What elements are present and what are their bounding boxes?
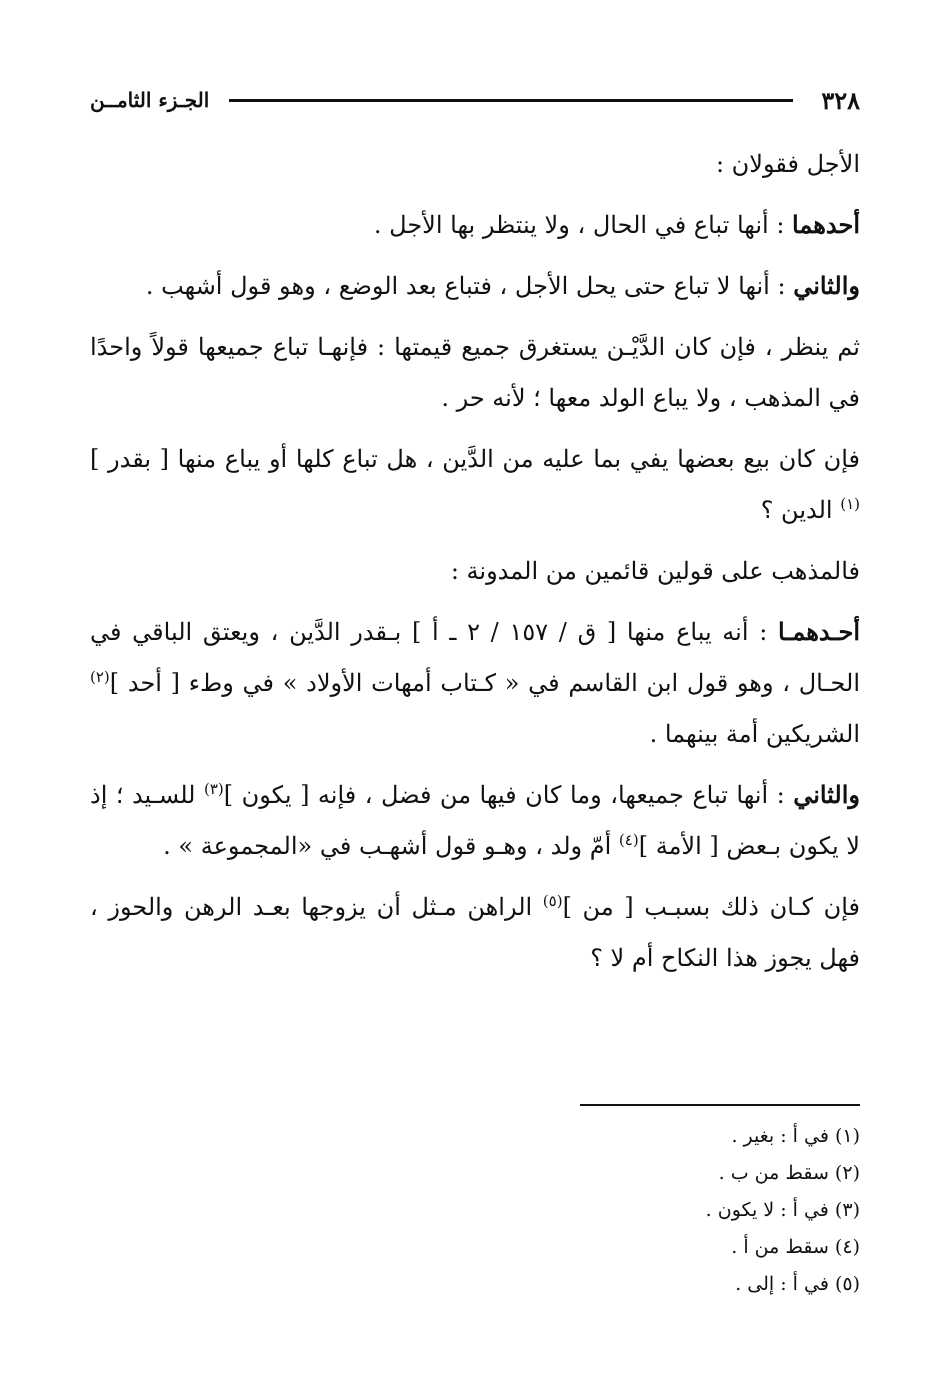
paragraph-lead: والثاني <box>793 271 860 300</box>
footnote-ref[interactable]: (٣) <box>204 780 224 798</box>
footnote-ref[interactable]: (١) <box>840 495 860 513</box>
page-number: ٣٢٨ <box>821 85 860 115</box>
paragraph <box>90 199 860 251</box>
paragraph-text: فإن كـان ذلك بسبـب [ من ] <box>562 893 861 921</box>
paragraph-text-continued: أمّ ولد ، وهـو قول أشهـب في «المجموعة » . <box>163 832 619 860</box>
paragraph-text-continued: الدين ؟ <box>760 496 841 524</box>
paragraph-lead: أحدهما <box>792 210 860 239</box>
paragraph-lead: أحـدهمـا <box>777 617 860 646</box>
footnote-item: (١) في أ : بغير . <box>731 1125 860 1147</box>
footnote-ref[interactable]: (٥) <box>542 892 563 910</box>
paragraph-text: الأجل فقولان : <box>715 150 860 178</box>
footnote-ref[interactable]: (٤) <box>618 831 639 849</box>
paragraph <box>90 606 860 760</box>
paragraph-text: فالمذهب على قولين قائمين من المدونة : <box>450 557 860 585</box>
paragraph-text: : أنه يباع منها [ ق / ١٥٧ / ٢ ـ أ ] بـقدر الدَّين ، ويعتق الباقي في الحـال ، وهو قول ابن القاسم في « كـتاب أمهات الأولاد » في وطء [ أحد ] <box>90 618 860 697</box>
paragraph-text: فإن كان بيع بعضها يفي بما عليه من الدَّين ، هل تباع كلها أو يباع منها [ بقدر ] <box>90 445 860 473</box>
book-page <box>90 80 860 1340</box>
paragraph <box>90 321 860 424</box>
footnote-item: (٥) في أ : إلى . <box>735 1273 860 1295</box>
page-header <box>90 80 860 120</box>
paragraph <box>90 769 860 872</box>
paragraph-text: : أنها تباع في الحال ، ولا ينتظر بها الأجل . <box>373 211 793 239</box>
paragraph-text-continued: الراهن مـثل أن يزوجها بعـد الرهن والحوز ، فهل يجوز هذا النكاح أم لا ؟ <box>90 893 860 972</box>
paragraph-text: ثم ينظر ، فإن كان الدَّيْـن يستغرق جميع قيمتها : فإنهـا تباع جميعها قولاً واحدًا في المذهب ، ولا يباع الولد معها ؛ لأنه حر . <box>90 333 860 412</box>
header-rule <box>229 99 793 102</box>
footnote-item: (٤) سقط من أ . <box>731 1236 860 1258</box>
footnote-item: (٣) في أ : لا يكون . <box>705 1199 860 1221</box>
paragraph-lead: والثاني <box>793 780 860 809</box>
footnote-item: (٢) سقط من ب . <box>718 1162 860 1184</box>
paragraph <box>90 881 860 984</box>
running-title: الجـزء الثامــن <box>90 88 210 112</box>
paragraph-text-continued: الشريكين أمة بينهما . <box>649 720 860 748</box>
footnote-separator <box>580 1104 860 1106</box>
paragraph <box>90 138 860 190</box>
paragraph-text: : أنها تباع جميعها، وما كان فيها من فضل ، فإنه [ يكون ] <box>223 781 794 809</box>
paragraph-text-continued: للسـيد ؛ إذ لا يكون بـعض [ الأمة ] <box>90 781 860 860</box>
paragraph <box>90 260 860 312</box>
paragraph <box>90 545 860 597</box>
paragraph-text: : أنها لا تباع حتى يحل الأجل ، فتباع بعد الوضع ، وهو قول أشهب . <box>145 272 794 300</box>
footnotes <box>460 1118 860 1303</box>
footnote-ref[interactable]: (٢) <box>90 668 110 686</box>
paragraph <box>90 433 860 536</box>
main-text <box>90 138 860 984</box>
